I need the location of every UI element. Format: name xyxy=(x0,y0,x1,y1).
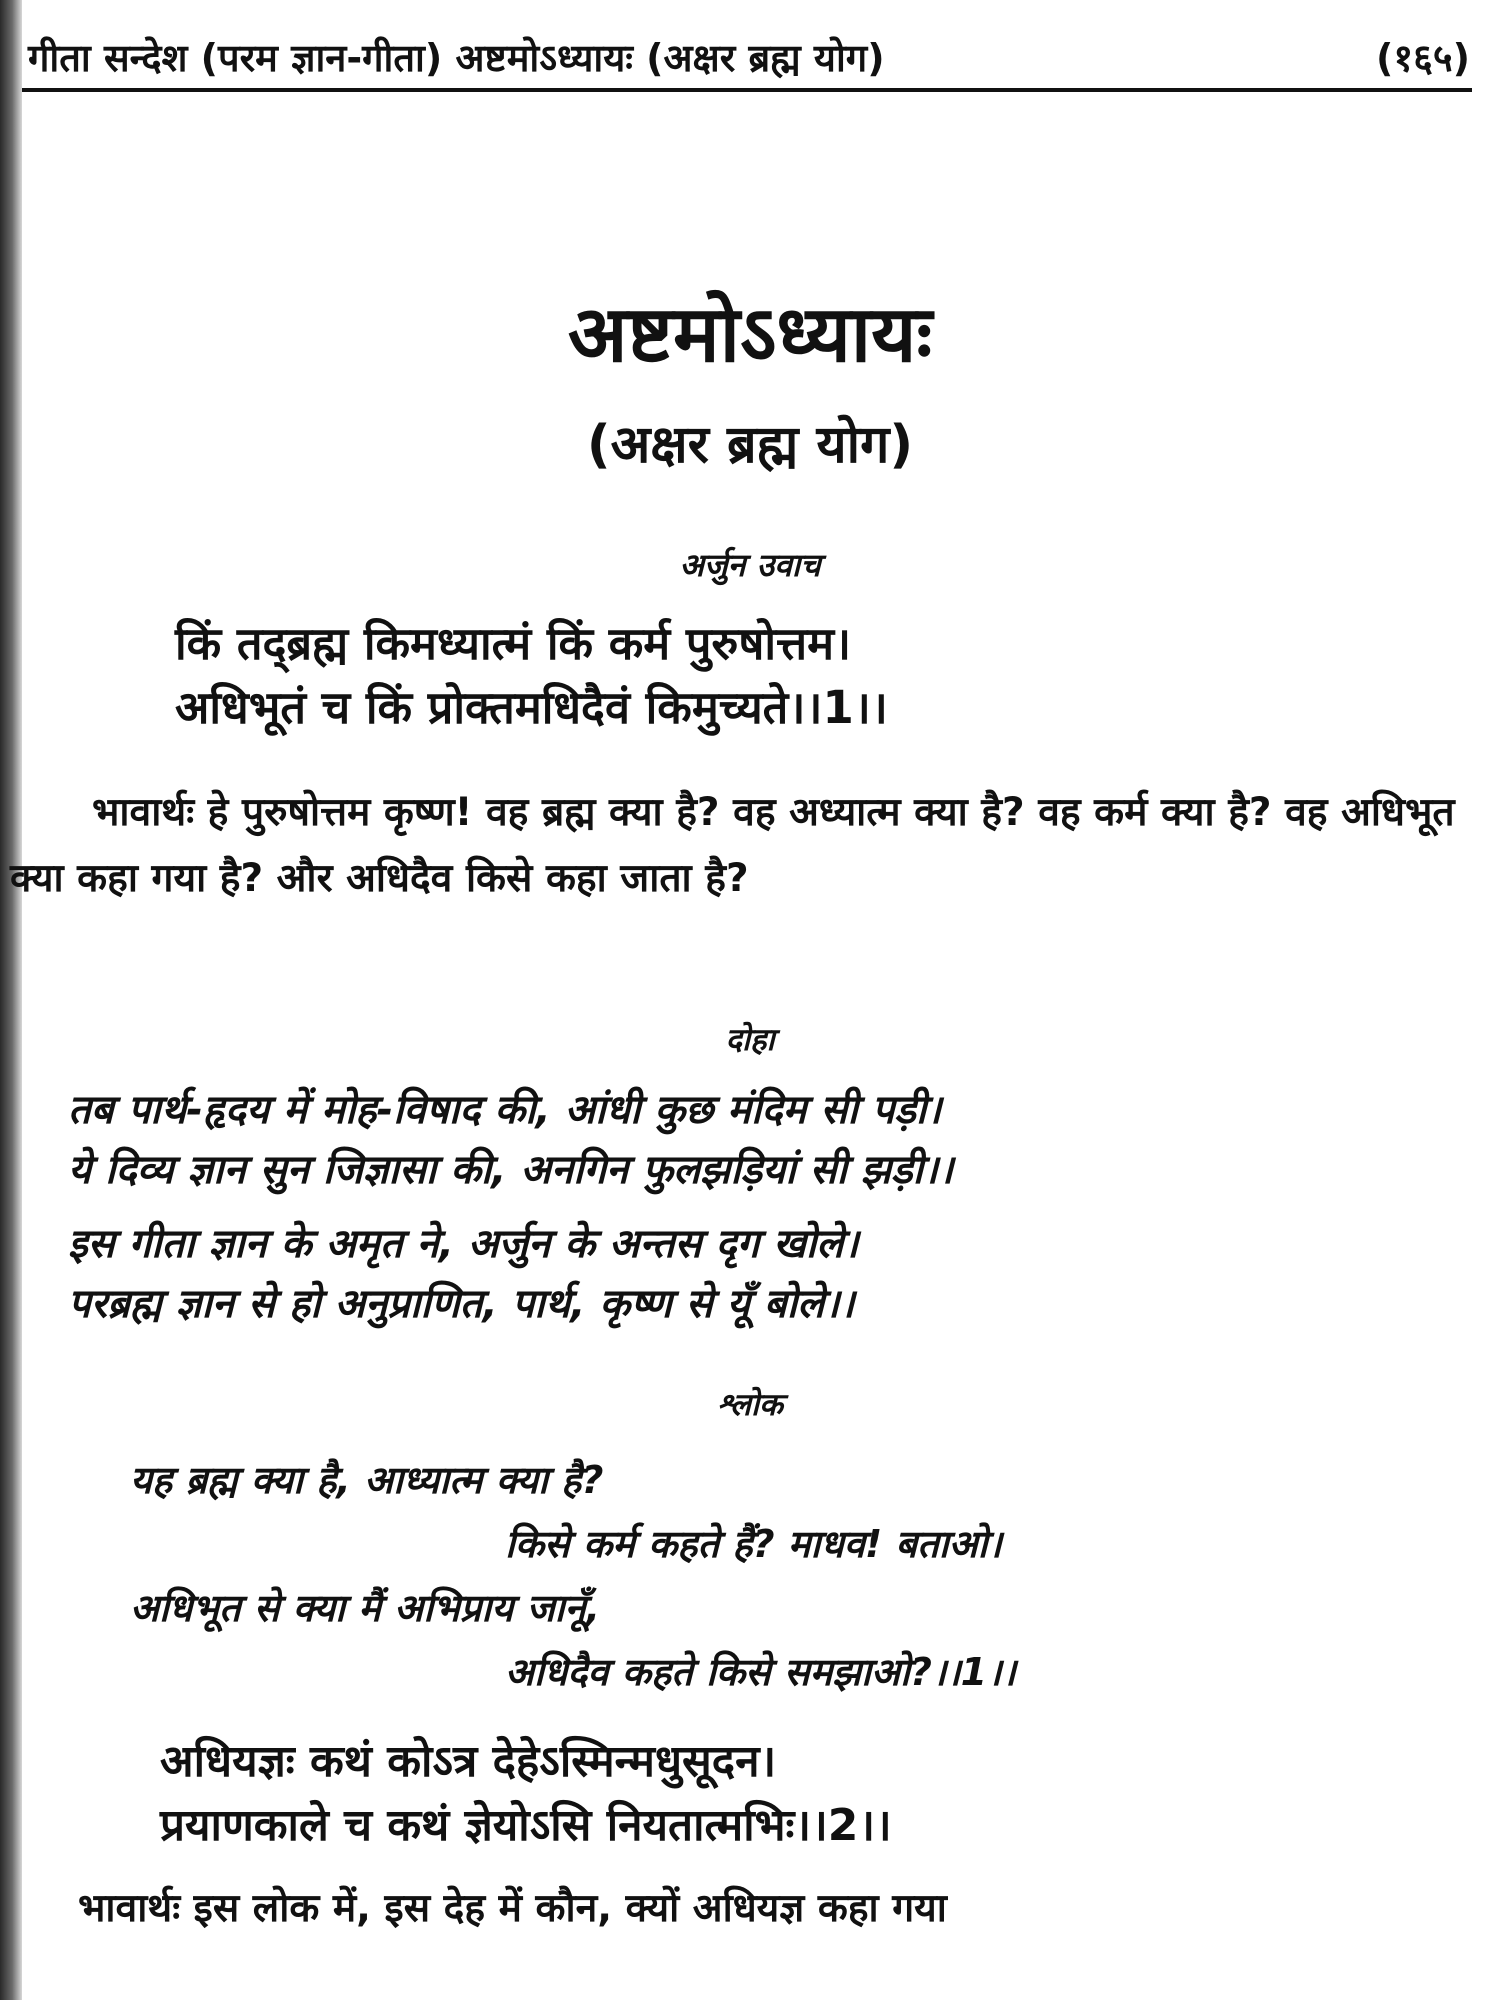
doha-block xyxy=(68,1080,953,1334)
chapter-title: अष्टमोऽध्यायः xyxy=(567,290,933,380)
shloka-line: यह ब्रह्म क्या है, आध्यात्म क्या है? xyxy=(130,1458,604,1502)
running-head xyxy=(22,30,1470,86)
verse-line: किं तद्ब्रह्म किमध्यात्मं किं कर्म पुरुषोत्तम। xyxy=(175,617,852,670)
shloka-label: श्लोक xyxy=(717,1387,783,1423)
bhavarth-paragraph-1: भावार्थः हे पुरुषोत्तम कृष्ण! वह ब्रह्म क्या है? वह अध्यात्म क्या है? वह कर्म क्या है? वह अधिभूत क्या कहा गया है? और अधिदैव किसे कहा जाता है? xyxy=(10,790,1455,901)
sanskrit-verse-2 xyxy=(160,1730,892,1858)
header-rule xyxy=(22,88,1472,92)
doha-label: दोहा xyxy=(725,1022,775,1058)
page-number: (१६५) xyxy=(1375,36,1470,80)
chapter-subtitle: (अक्षर ब्रह्म योग) xyxy=(586,415,914,475)
sanskrit-verse-1 xyxy=(175,612,888,740)
doha-line: परब्रह्म ज्ञान से हो अनुप्राणित, पार्थ, कृष्ण से यूँ बोले।। xyxy=(68,1281,855,1327)
doha-line: ये दिव्य ज्ञान सुन जिज्ञासा की, अनगिन फुलझड़ियां सी झड़ी।। xyxy=(68,1147,954,1193)
running-head-title: गीता सन्देश (परम ज्ञान-गीता) अष्टमोऽध्यायः (अक्षर ब्रह्म योग) xyxy=(28,36,885,80)
doha-line: तब पार्थ-हृदय में मोह-विषाद की, आंधी कुछ मंदिम सी पड़ी। xyxy=(68,1087,942,1133)
shloka-line: अधिभूत से क्या मैं अभिप्राय जानूँ, xyxy=(130,1586,601,1630)
verse-line: प्रयाणकाले च कथं ज्ञेयोऽसि नियतात्मभिः।।2।। xyxy=(160,1800,892,1851)
verse-line: अधिभूतं च किं प्रोक्तमधिदैवं किमुच्यते।।1।। xyxy=(175,681,888,734)
bhavarth-paragraph-2: भावार्थः इस लोक में, इस देह में कौन, क्यों अधियज्ञ कहा गया xyxy=(78,1886,947,1931)
stanza-gap xyxy=(68,1200,953,1214)
shloka-block xyxy=(130,1448,1016,1704)
shloka-line: अधिदैव कहते किसे समझाओ?।।1।। xyxy=(505,1650,1016,1694)
shloka-line: किसे कर्म कहते हैं? माधव! बताओ। xyxy=(505,1522,1002,1566)
verse-line: अधियज्ञः कथं कोऽत्र देहेऽस्मिन्मधुसूदन। xyxy=(160,1736,777,1787)
doha-line: इस गीता ज्ञान के अमृत ने, अर्जुन के अन्तस दृग खोले। xyxy=(68,1221,859,1267)
speaker-label: अर्जुन उवाच xyxy=(679,546,821,584)
